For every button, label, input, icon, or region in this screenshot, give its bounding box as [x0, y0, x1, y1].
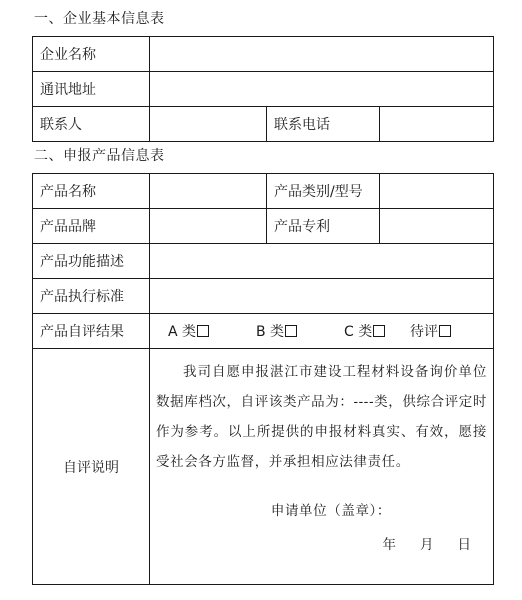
option-b-checkbox[interactable] — [285, 325, 297, 337]
option-b[interactable] — [256, 321, 344, 341]
address-field[interactable] — [150, 72, 494, 107]
category-label: 产品类别/型号 — [267, 174, 380, 209]
result-options — [150, 314, 494, 349]
patent-field[interactable] — [380, 209, 494, 244]
product-info-table — [32, 173, 494, 585]
contact-field[interactable] — [150, 107, 267, 142]
standard-field[interactable] — [150, 279, 494, 314]
option-c[interactable] — [344, 321, 410, 341]
option-a-label: A 类 — [168, 324, 197, 340]
phone-label: 联系电话 — [267, 107, 380, 142]
option-a-checkbox[interactable] — [197, 325, 209, 337]
option-c-checkbox[interactable] — [373, 325, 385, 337]
contact-label: 联系人 — [33, 107, 150, 142]
company-name-field[interactable] — [150, 37, 494, 72]
product-name-label: 产品名称 — [33, 174, 150, 209]
option-pending-label: 待评 — [410, 324, 438, 340]
section-2-title: 二、申报产品信息表 — [34, 148, 165, 164]
address-label: 通讯地址 — [33, 72, 150, 107]
brand-field[interactable] — [150, 209, 267, 244]
option-c-label: C 类 — [344, 324, 373, 340]
option-a[interactable] — [168, 321, 256, 341]
date-day: 日 — [457, 537, 471, 553]
patent-label: 产品专利 — [267, 209, 380, 244]
section-1-title: 一、企业基本信息表 — [34, 11, 165, 27]
applicant-signature-label: 申请单位（盖章）： — [270, 503, 391, 519]
date-year: 年 — [382, 537, 396, 553]
standard-label: 产品执行标准 — [33, 279, 150, 314]
brand-label: 产品品牌 — [33, 209, 150, 244]
function-label: 产品功能描述 — [33, 244, 150, 279]
date-month: 月 — [420, 537, 434, 553]
company-name-label: 企业名称 — [33, 37, 150, 72]
company-info-table — [32, 36, 494, 142]
product-name-field[interactable] — [150, 174, 267, 209]
statement-cell — [150, 349, 494, 585]
explanation-label: 自评说明 — [33, 349, 150, 585]
result-label: 产品自评结果 — [33, 314, 150, 349]
option-pending-checkbox[interactable] — [439, 325, 451, 337]
phone-field[interactable] — [380, 107, 494, 142]
option-b-label: B 类 — [256, 324, 285, 340]
category-field[interactable] — [380, 174, 494, 209]
function-field[interactable] — [150, 244, 494, 279]
date-line — [150, 533, 493, 553]
statement-text: 我司自愿申报湛江市建设工程材料设备询价单位数据库档次，自评该类产品为：----类，供综合评定时作为参考。以上所提供的申报材料真实、有效，愿接受社会各方监督，并承担相应法律责任。 — [156, 364, 487, 470]
option-pending[interactable] — [410, 321, 451, 341]
